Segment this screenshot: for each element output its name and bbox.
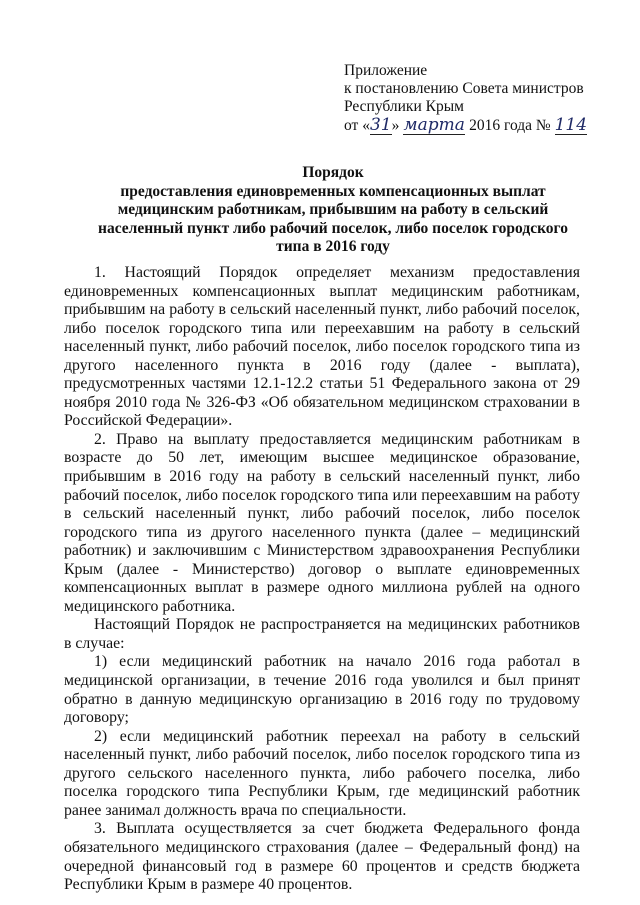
date-year: 2016 года № <box>465 117 551 134</box>
paragraph-2: 2. Право на выплату предоставляется медицинским работникам в возрасте до 50 лет, имеющим высшее медицинское образование, прибывшим в 2016 году на работу в сельский населенный пункт, либо рабочий поселок, либо поселок городского типа или переехавшим на работу в сельский населенный пункт, либо рабочий поселок, либо поселок городского типа из другого населенного пункта (далее – медицинский работник) и заключившим с Министерством здравоохранения Республики Крым (далее - Министерство) договор о выплате единовременных компенсационных выплат в размере одного миллиона рублей на одного медицинского работника. <box>64 430 580 615</box>
paragraph-4: 1) если медицинский работник на начало 2016 года работал в медицинской организации, в течение 2016 года уволился и был принят обратно в данную медицинскую организацию в 2016 году по трудовому договору; <box>64 653 580 727</box>
title-line-5: типа в 2016 году <box>276 238 390 255</box>
document-body <box>64 264 580 895</box>
paragraph-6: 3. Выплата осуществляется за счет бюджета Федерального фонда обязательного медицинского страхования (далее – Федеральный фонд) на очередной финансовый год в размере 60 процентов и средств бюджета Республики Крым в размере 40 процентов. <box>64 820 580 894</box>
handwritten-day: 31 <box>369 115 392 135</box>
handwritten-number: 114 <box>554 115 588 135</box>
title-line-3: медицинским работникам, прибывшим на работу в сельский <box>117 201 549 218</box>
date-mid: » <box>391 117 404 134</box>
handwritten-month: марта <box>403 115 465 135</box>
annex-header <box>344 62 587 135</box>
date-prefix: от « <box>344 117 370 134</box>
title-line-2: предоставления единовременных компенсационных выплат <box>120 182 546 200</box>
paragraph-3: Настоящий Порядок не распространяется на медицинских работников в случае: <box>64 616 580 652</box>
annex-date-line <box>344 116 587 135</box>
paragraph-1: 1. Настоящий Порядок определяет механизм предоставления единовременных компенсационных выплат медицинским работникам, прибывшим на работу в сельский населенный пункт, либо рабочий поселок, либо поселок городского типа или переехавшим на работу в сельский населенный пункт, либо рабочий поселок, либо поселок городского типа из другого населенного пункта в 2016 году (далее - выплата), предусмотренных частями 12.1-12.2 статьи 51 Федерального закона от 29 ноября 2010 года № 326-ФЗ «Об обязательном медицинском страховании в Российской Федерации». <box>64 264 580 430</box>
title-line-4: населенный пункт либо рабочий поселок, либо поселок городского <box>98 219 568 237</box>
annex-resolution-ref: к постановлению Совета министров <box>344 80 584 97</box>
annex-title: Приложение <box>344 62 428 79</box>
paragraph-5: 2) если медицинский работник переехал на работу в сельский населенный пункт, либо рабочий поселок, либо поселок городского типа из другого сельского населенного пункта, либо рабочего поселка, либо поселка городского типа Республики Крым, где медицинский работник ранее занимал должность врача по специальности. <box>64 727 580 819</box>
annex-republic: Республики Крым <box>344 98 464 115</box>
document-title <box>88 164 578 257</box>
title-line-1: Порядок <box>302 164 364 181</box>
